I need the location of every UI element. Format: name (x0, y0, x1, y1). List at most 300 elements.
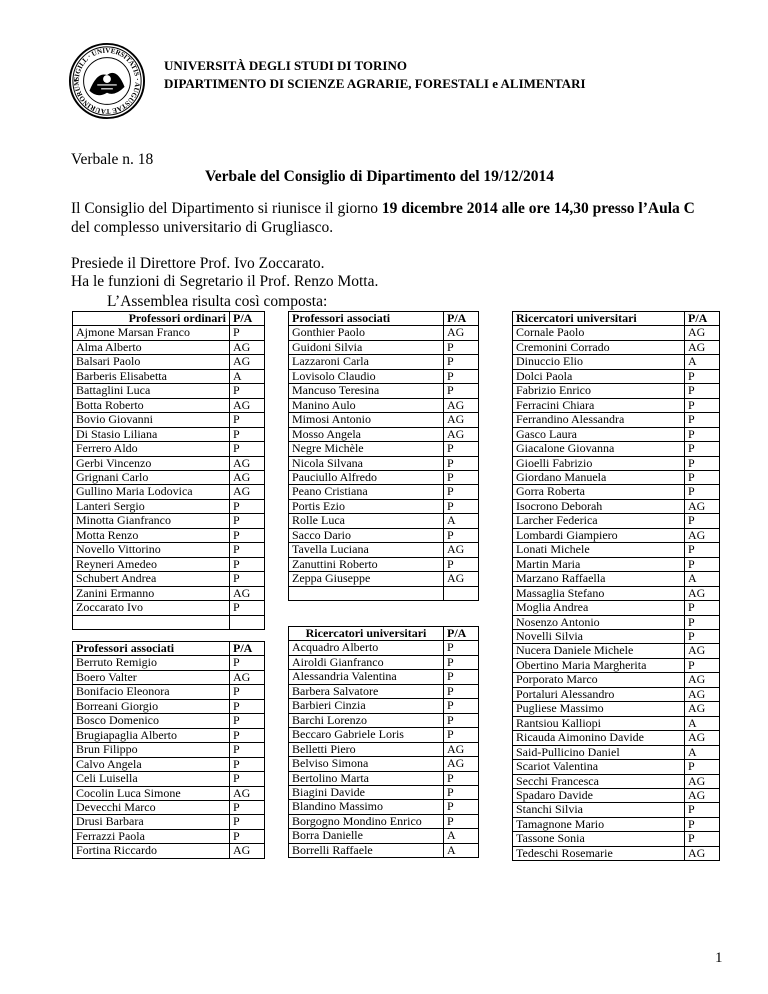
attendance-status: AG (685, 788, 720, 802)
attendance-status: P (230, 714, 265, 728)
member-name: Minotta Gianfranco (73, 514, 230, 528)
member-name: Di Stasio Liliana (73, 427, 230, 441)
column-header-pa: P/A (444, 627, 479, 641)
column-header-pa: P/A (230, 312, 265, 326)
table-row (73, 757, 265, 771)
attendance-status: A (685, 572, 720, 586)
table-row (73, 829, 265, 843)
member-name: Devecchi Marco (73, 800, 230, 814)
attendance-status: P (444, 771, 479, 785)
member-name: Rolle Luca (289, 514, 444, 528)
table-row (73, 514, 265, 528)
member-name: Alessandria Valentina (289, 670, 444, 684)
empty-row (289, 586, 479, 600)
secretary-line: Ha le funzioni di Segretario il Prof. Renzo Motta. (71, 273, 379, 290)
attendance-status: AG (444, 398, 479, 412)
member-name: Botta Roberto (73, 398, 230, 412)
attendance-status: AG (230, 786, 265, 800)
member-name: Giordano Manuela (513, 470, 685, 484)
member-name: Zoccarato Ivo (73, 601, 230, 615)
attendance-status: P (685, 398, 720, 412)
member-name: Spadaro Davide (513, 788, 685, 802)
member-name: Ferrandino Alessandra (513, 413, 685, 427)
attendance-status: P (230, 685, 265, 699)
table-row (513, 355, 720, 369)
document-title: Verbale del Consiglio di Dipartimento del 19/12/2014 (205, 168, 555, 185)
member-name: Gorra Roberta (513, 485, 685, 499)
attendance-status: AG (685, 499, 720, 513)
attendance-status: P (685, 760, 720, 774)
column-header-name: Professori associati (73, 642, 230, 656)
column-header-name: Professori associati (289, 312, 444, 326)
table-row (513, 846, 720, 860)
table-row (289, 785, 479, 799)
table-row (513, 731, 720, 745)
table-row (513, 745, 720, 759)
table-row (289, 572, 479, 586)
attendance-status: AG (230, 586, 265, 600)
member-name: Larcher Federica (513, 514, 685, 528)
table-row (289, 713, 479, 727)
attendance-status: AG (685, 846, 720, 860)
attendance-status: P (230, 743, 265, 757)
attendance-status: P (685, 557, 720, 571)
table-row (73, 572, 265, 586)
table-header-row (73, 642, 265, 656)
attendance-status: P (444, 641, 479, 655)
attendance-status: P (230, 326, 265, 340)
assembly-line: L’Assemblea risulta così composta: (107, 293, 328, 310)
member-name: Guidoni Silvia (289, 340, 444, 354)
attendance-status: P (230, 499, 265, 513)
member-name: Manino Aulo (289, 398, 444, 412)
member-name: Gullino Maria Lodovica (73, 485, 230, 499)
president-line: Presiede il Direttore Prof. Ivo Zoccarato. (71, 255, 325, 272)
table-row (73, 786, 265, 800)
attendance-status: P (230, 815, 265, 829)
column-header-pa: P/A (444, 312, 479, 326)
intro-date-place: 19 dicembre 2014 alle ore 14,30 presso l’Aula C (381, 200, 695, 217)
member-name: Marzano Raffaella (513, 572, 685, 586)
attendance-status: P (230, 528, 265, 542)
attendance-status: P (685, 629, 720, 643)
attendance-status: P (444, 442, 479, 456)
attendance-status: P (444, 456, 479, 470)
table-row (289, 427, 479, 441)
table-row (513, 369, 720, 383)
table-row (513, 658, 720, 672)
table-row (289, 485, 479, 499)
table-row (289, 442, 479, 456)
member-name: Novello Vittorino (73, 543, 230, 557)
member-name: Belletti Piero (289, 742, 444, 756)
table-row (289, 456, 479, 470)
attendance-status: AG (444, 572, 479, 586)
attendance-status: AG (230, 355, 265, 369)
attendance-status: P (444, 655, 479, 669)
table-row (73, 815, 265, 829)
member-name: Beccaro Gabriele Loris (289, 728, 444, 742)
department-name: DIPARTIMENTO DI SCIENZE AGRARIE, FORESTALI e ALIMENTARI (164, 76, 586, 91)
member-name: Mancuso Teresina (289, 384, 444, 398)
table-row (73, 528, 265, 542)
table-row (513, 615, 720, 629)
intro-text-c: del complesso universitario di Grugliasco. (71, 219, 334, 236)
table-row (513, 514, 720, 528)
attendance-status: AG (444, 742, 479, 756)
table-row (73, 699, 265, 713)
member-name: Drusi Barbara (73, 815, 230, 829)
table-row (73, 340, 265, 354)
letterhead (164, 57, 586, 93)
member-name: Gerbi Vincenzo (73, 456, 230, 470)
member-name: Secchi Francesca (513, 774, 685, 788)
member-name: Gonthier Paolo (289, 326, 444, 340)
table-row (513, 788, 720, 802)
table-row (513, 629, 720, 643)
member-name: Barchi Lorenzo (289, 713, 444, 727)
table-row (513, 702, 720, 716)
attendance-status: AG (444, 757, 479, 771)
attendance-status: P (444, 355, 479, 369)
table-row (513, 557, 720, 571)
attendance-status: P (230, 728, 265, 742)
table-row (289, 355, 479, 369)
table-row (513, 499, 720, 513)
table-row (513, 413, 720, 427)
attendance-status: P (230, 800, 265, 814)
member-name: Bovio Giovanni (73, 413, 230, 427)
table-row (513, 326, 720, 340)
member-name: Ajmone Marsan Franco (73, 326, 230, 340)
member-name: Portaluri Alessandro (513, 687, 685, 701)
table-header-row (289, 312, 479, 326)
table-row (73, 728, 265, 742)
member-name: Ferrero Aldo (73, 442, 230, 456)
attendance-status: P (685, 427, 720, 441)
table-row (289, 814, 479, 828)
member-name: Bertolino Marta (289, 771, 444, 785)
member-name: Stanchi Silvia (513, 803, 685, 817)
member-name: Tassone Sonia (513, 832, 685, 846)
member-name: Balsari Paolo (73, 355, 230, 369)
table-row (289, 843, 479, 857)
university-name: UNIVERSITÀ DEGLI STUDI DI TORINO (164, 58, 407, 73)
attendance-status: AG (685, 586, 720, 600)
attendance-status: P (230, 543, 265, 557)
member-name: Borrelli Raffaele (289, 843, 444, 857)
attendance-status: AG (230, 844, 265, 858)
intro-text-a: Il Consiglio del Dipartimento si riunisce il giorno (71, 200, 382, 217)
table-row (73, 800, 265, 814)
table-row (73, 413, 265, 427)
member-name: Acquadro Alberto (289, 641, 444, 655)
table-row (73, 656, 265, 670)
member-name: Pugliese Massimo (513, 702, 685, 716)
table-row (73, 326, 265, 340)
attendance-status: P (230, 514, 265, 528)
table-row (289, 340, 479, 354)
table-row (513, 774, 720, 788)
member-name: Bonifacio Eleonora (73, 685, 230, 699)
member-name: Barbieri Cinzia (289, 699, 444, 713)
page-number: 1 (715, 950, 723, 966)
table-row (289, 699, 479, 713)
member-name: Brugiapaglia Alberto (73, 728, 230, 742)
attendance-status: P (444, 699, 479, 713)
table-row (289, 398, 479, 412)
svg-text:SIGILL · UNIVERSITATIS · AUGUS: SIGILL · UNIVERSITATIS · AUGUSTAE TAURINORUM (72, 46, 142, 116)
table-ricercatori-universitari-1 (288, 626, 479, 858)
table-row (73, 470, 265, 484)
attendance-status: P (444, 485, 479, 499)
table-row (289, 684, 479, 698)
table-row (289, 655, 479, 669)
table-row (513, 384, 720, 398)
attendance-status: P (444, 528, 479, 542)
attendance-status: A (444, 829, 479, 843)
attendance-status: P (685, 470, 720, 484)
table-row (513, 427, 720, 441)
member-name: Barbera Salvatore (289, 684, 444, 698)
table-row (73, 844, 265, 858)
member-name: Peano Cristiana (289, 485, 444, 499)
attendance-status: P (444, 814, 479, 828)
table-professori-associati-1 (72, 641, 265, 859)
intro-paragraph (71, 199, 701, 237)
attendance-status: P (444, 340, 479, 354)
member-name: Massaglia Stefano (513, 586, 685, 600)
attendance-status: P (230, 384, 265, 398)
table-row (73, 442, 265, 456)
member-name: Mimosi Antonio (289, 413, 444, 427)
attendance-status: AG (685, 702, 720, 716)
member-name: Moglia Andrea (513, 601, 685, 615)
member-name: Brun Filippo (73, 743, 230, 757)
member-name: Fabrizio Enrico (513, 384, 685, 398)
attendance-status: AG (444, 326, 479, 340)
table-row (73, 398, 265, 412)
member-name: Ferrazzi Paola (73, 829, 230, 843)
member-name: Pauciullo Alfredo (289, 470, 444, 484)
table-row (513, 398, 720, 412)
table-row (73, 743, 265, 757)
member-name: Zeppa Giuseppe (289, 572, 444, 586)
table-row (73, 685, 265, 699)
member-name: Cornale Paolo (513, 326, 685, 340)
member-name: Nosenzo Antonio (513, 615, 685, 629)
member-name: Blandino Massimo (289, 800, 444, 814)
table-row (513, 485, 720, 499)
member-name: Barberis Elisabetta (73, 369, 230, 383)
attendance-status: P (685, 803, 720, 817)
attendance-status: P (444, 384, 479, 398)
attendance-status: P (685, 456, 720, 470)
table-professori-ordinari (72, 311, 265, 630)
attendance-status: AG (685, 528, 720, 542)
attendance-status: A (444, 843, 479, 857)
attendance-status: P (230, 557, 265, 571)
attendance-status: AG (444, 413, 479, 427)
member-name: Schubert Andrea (73, 572, 230, 586)
table-row (73, 714, 265, 728)
member-name: Borgogno Mondino Enrico (289, 814, 444, 828)
table-professori-associati-2 (288, 311, 479, 601)
attendance-status: A (444, 514, 479, 528)
member-name: Tamagnone Mario (513, 817, 685, 831)
table-row (513, 803, 720, 817)
member-name: Cocolin Luca Simone (73, 786, 230, 800)
attendance-status: AG (444, 427, 479, 441)
table-row (513, 543, 720, 557)
member-name: Tedeschi Rosemarie (513, 846, 685, 860)
attendance-status: P (444, 470, 479, 484)
table-row (73, 601, 265, 615)
attendance-status: P (230, 601, 265, 615)
member-name: Martin Maria (513, 557, 685, 571)
table-row (513, 760, 720, 774)
table-row (73, 543, 265, 557)
member-name: Mosso Angela (289, 427, 444, 441)
member-name: Boero Valter (73, 670, 230, 684)
member-name: Giacalone Giovanna (513, 442, 685, 456)
member-name: Cremonini Corrado (513, 340, 685, 354)
attendance-status: P (444, 499, 479, 513)
table-row (289, 728, 479, 742)
attendance-status: P (230, 757, 265, 771)
attendance-status: P (685, 832, 720, 846)
member-name: Porporato Marco (513, 673, 685, 687)
column-header-name: Ricercatori universitari (289, 627, 444, 641)
member-name: Obertino Maria Margherita (513, 658, 685, 672)
member-name: Lovisolo Claudio (289, 369, 444, 383)
table-row (513, 470, 720, 484)
attendance-status: P (230, 699, 265, 713)
table-row (73, 557, 265, 571)
attendance-status: P (685, 615, 720, 629)
attendance-status: AG (685, 774, 720, 788)
attendance-status: P (685, 543, 720, 557)
member-name: Dolci Paola (513, 369, 685, 383)
attendance-status: AG (685, 731, 720, 745)
table-row (289, 641, 479, 655)
table-ricercatori-universitari-2 (512, 311, 720, 861)
member-name: Airoldi Gianfranco (289, 655, 444, 669)
member-name: Scariot Valentina (513, 760, 685, 774)
member-name: Fortina Riccardo (73, 844, 230, 858)
attendance-status: P (444, 728, 479, 742)
table-row (73, 384, 265, 398)
attendance-status: P (444, 557, 479, 571)
column-header-name: Professori ordinari (73, 312, 230, 326)
table-row (73, 670, 265, 684)
attendance-status: P (685, 485, 720, 499)
member-name: Gasco Laura (513, 427, 685, 441)
member-name: Alma Alberto (73, 340, 230, 354)
table-row (73, 369, 265, 383)
attendance-status: P (444, 684, 479, 698)
member-name: Reyneri Amedeo (73, 557, 230, 571)
member-name: Gioelli Fabrizio (513, 456, 685, 470)
table-row (513, 572, 720, 586)
member-name: Calvo Angela (73, 757, 230, 771)
attendance-status: AG (685, 340, 720, 354)
attendance-status: P (230, 413, 265, 427)
table-row (289, 757, 479, 771)
table-row (73, 586, 265, 600)
attendance-status: A (685, 745, 720, 759)
member-name: Ferracini Chiara (513, 398, 685, 412)
member-name: Nucera Daniele Michele (513, 644, 685, 658)
attendance-status: AG (230, 340, 265, 354)
table-row (289, 413, 479, 427)
table-row (513, 528, 720, 542)
attendance-status: P (685, 817, 720, 831)
table-row (73, 485, 265, 499)
attendance-status: A (685, 355, 720, 369)
table-row (289, 543, 479, 557)
table-row (513, 456, 720, 470)
member-name: Biagini Davide (289, 785, 444, 799)
attendance-status: P (230, 772, 265, 786)
member-name: Bosco Domenico (73, 714, 230, 728)
attendance-status: AG (230, 670, 265, 684)
member-name: Zanini Ermanno (73, 586, 230, 600)
member-name: Sacco Dario (289, 528, 444, 542)
table-row (289, 742, 479, 756)
table-row (289, 499, 479, 513)
table-row (289, 528, 479, 542)
member-name: Borreani Giorgio (73, 699, 230, 713)
table-row (513, 340, 720, 354)
table-row (289, 829, 479, 843)
attendance-status: P (685, 601, 720, 615)
university-seal-logo (68, 42, 146, 120)
table-row (513, 832, 720, 846)
attendance-status: AG (685, 687, 720, 701)
attendance-status: A (230, 369, 265, 383)
table-row (289, 369, 479, 383)
minutes-number: Verbale n. 18 (71, 151, 154, 168)
table-row (73, 427, 265, 441)
member-name: Borra Danielle (289, 829, 444, 843)
member-name: Novelli Silvia (513, 629, 685, 643)
column-header-pa: P/A (230, 642, 265, 656)
attendance-status: P (444, 800, 479, 814)
table-row (289, 670, 479, 684)
attendance-status: AG (685, 644, 720, 658)
attendance-status: P (230, 656, 265, 670)
attendance-status: P (230, 442, 265, 456)
table-row (513, 687, 720, 701)
table-row (289, 384, 479, 398)
attendance-status: AG (230, 398, 265, 412)
member-name: Celi Luisella (73, 772, 230, 786)
attendance-status: P (685, 369, 720, 383)
member-name: Nicola Silvana (289, 456, 444, 470)
attendance-status: P (230, 427, 265, 441)
member-name: Berruto Remigio (73, 656, 230, 670)
attendance-status: AG (685, 326, 720, 340)
member-name: Said-Pullicino Daniel (513, 745, 685, 759)
attendance-status: AG (444, 543, 479, 557)
attendance-status: P (685, 514, 720, 528)
table-row (289, 557, 479, 571)
attendance-status: P (230, 572, 265, 586)
attendance-status: P (685, 384, 720, 398)
table-header-row (289, 627, 479, 641)
table-row (513, 644, 720, 658)
